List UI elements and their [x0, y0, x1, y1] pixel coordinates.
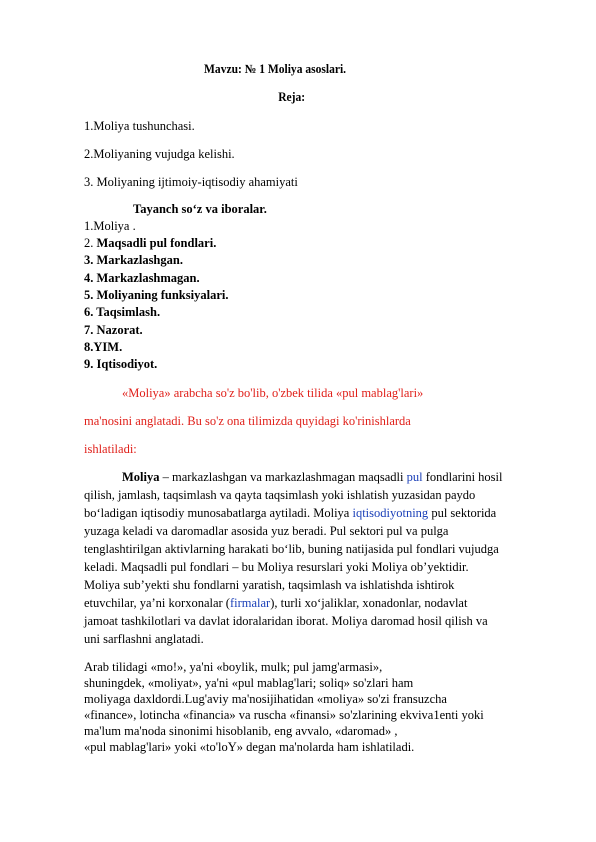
link-iqtisodiyotning[interactable]: iqtisodiyotning [352, 506, 429, 520]
keyword-item: 6. Taqsimlash. [84, 305, 161, 319]
etymology-line: «finance», lotincha «financia» va ruscha «finansi» so'zlarining ekviva1enti yoki [84, 708, 484, 722]
page-title: Mavzu: № 1 Moliya asoslari. [204, 62, 347, 76]
link-pul[interactable]: pul [406, 470, 423, 484]
definition-line: bo‘ladigan iqtisodiy munosabatlarga aytiladi. Moliya iqtisodiyotning pul sektorida [84, 506, 497, 520]
keyword-item: 1.Moliya . [84, 219, 136, 233]
etymology-line: Arab tilidagi «mo!», ya'ni «boylik, mulk; pul jamg'armasi», [84, 660, 383, 674]
keywords-heading: Tayanch so‘z va iboralar. [133, 202, 267, 216]
definition-term: Moliya [122, 470, 160, 484]
definition-line: Moliya – markazlashgan va markazlashmagan maqsadli pul fondlarini hosil [122, 470, 503, 484]
intro-line: ma'nosini anglatadi. Bu so'z ona tilimizda quyidagi ko'rinishlarda [84, 414, 411, 428]
definition-line: tenglashtirilgan aktivlarning harakati bo‘lib, buning natijasida pul fondlari vujudga [84, 542, 499, 556]
definition-line: etuvchilar, ya’ni korxonalar (firmalar), turli xo‘jaliklar, xonadonlar, nodavlat [84, 596, 468, 610]
definition-line: Moliya sub’yekti shu fondlarni yaratish, taqsimlash va ishlatishda ishtirok [84, 578, 455, 592]
plan-item: 2.Moliyaning vujudga kelishi. [84, 147, 235, 161]
keyword-item: 2. Maqsadli pul fondlari. [84, 236, 217, 250]
plan-heading: Reja: [278, 90, 306, 104]
etymology-line: moliyaga daxldordi.Lug'aviy ma'nosijihatidan «moliya» so'zi fransuzcha [84, 692, 447, 706]
etymology-line: ma'lum ma'noda sinonimi hisoblanib, eng avvalo, «daromad» , [84, 724, 398, 738]
etymology-line: shuningdek, «moliyat», ya'ni «pul mablag'lari; soliq» so'zlari ham [84, 676, 414, 690]
definition-line: keladi. Maqsadli pul fondlari – bu Moliya resurslari yoki Moliya ob’yektidir. [84, 560, 469, 574]
definition-line: qilish, jamlash, taqsimlash va qayta taqsimlash yoki ishlatish yuzasidan paydo [84, 488, 476, 502]
definition-line: jamoat tashkilotlari va davlat idoralaridan iborat. Moliya daromad hosil qilish va [84, 614, 488, 628]
link-firmalar[interactable]: firmalar [229, 596, 271, 610]
keyword-item: 4. Markazlashmagan. [84, 271, 200, 285]
keyword-item: 5. Moliyaning funksiyalari. [84, 288, 229, 302]
plan-item: 3. Moliyaning ijtimoiy-iqtisodiy ahamiyati [84, 175, 298, 189]
definition-line: yuzaga keladi va daromadlar asosida yuz beradi. Pul sektori pul va pulga [84, 524, 449, 538]
keyword-item: 9. Iqtisodiyot. [84, 357, 158, 371]
etymology-line: «pul mablag'lari» yoki «to'loY» degan ma'nolarda ham ishlatiladi. [84, 740, 415, 754]
intro-line: «Moliya» arabcha so'z bo'lib, o'zbek tilida «pul mablag'lari» [122, 386, 424, 400]
plan-item: 1.Moliya tushunchasi. [84, 119, 195, 133]
keyword-item: 8.YIM. [84, 340, 123, 354]
definition-line: uni sarflashni anglatadi. [84, 632, 204, 646]
intro-line: ishlatiladi: [84, 442, 137, 456]
keyword-item: 3. Markazlashgan. [84, 253, 183, 267]
keyword-item: 7. Nazorat. [84, 323, 143, 337]
